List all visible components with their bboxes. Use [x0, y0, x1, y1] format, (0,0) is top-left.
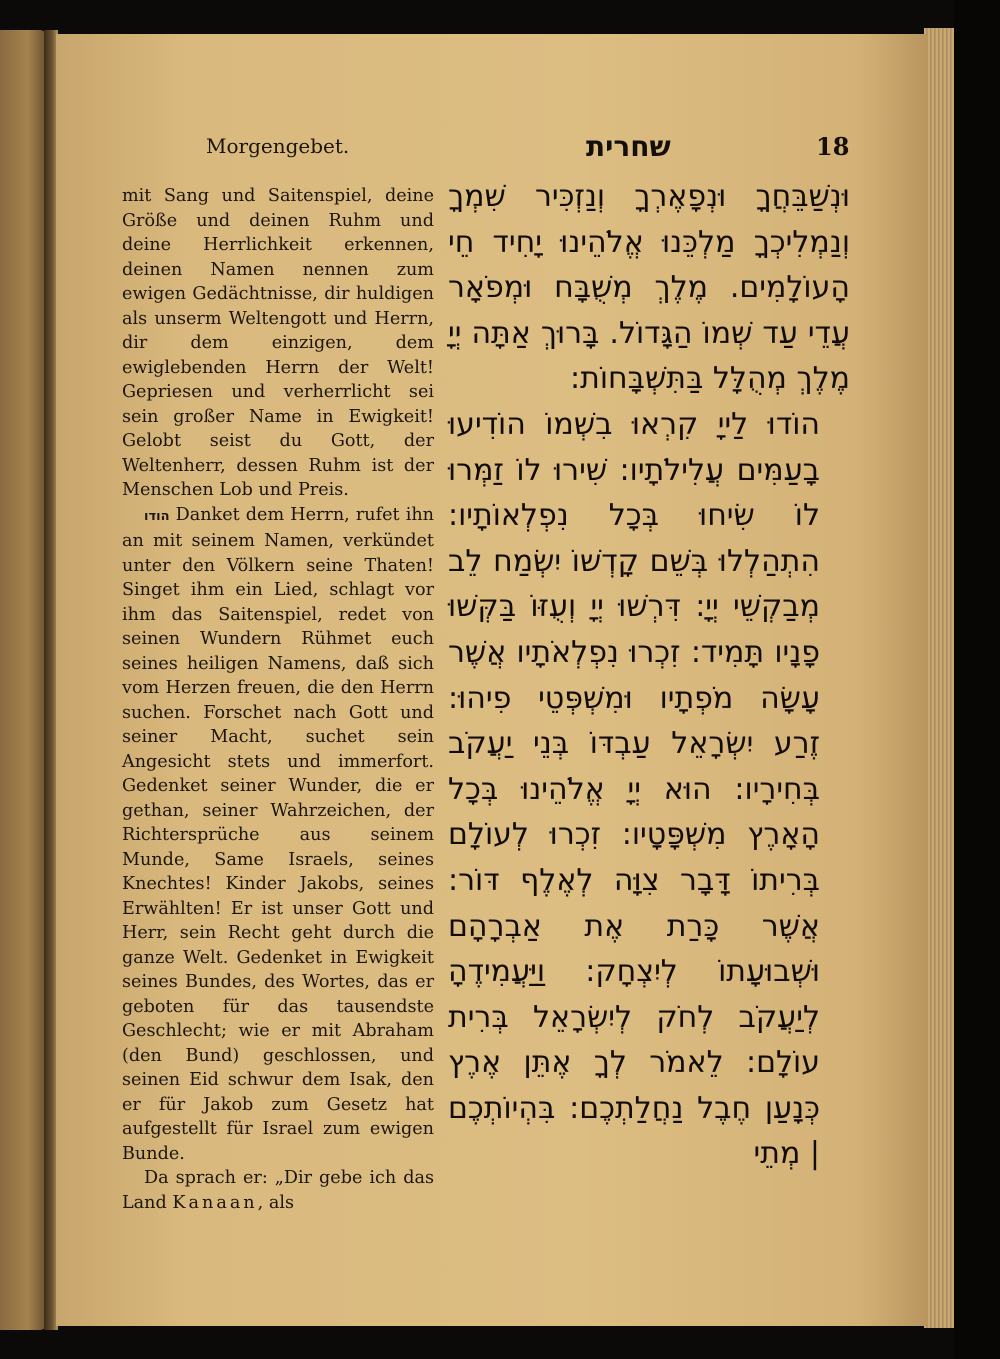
german-paragraph-3-end: , als — [257, 1192, 294, 1213]
dark-background — [954, 0, 1000, 1359]
german-paragraph-2 — [122, 503, 434, 1167]
hebrew-paragraph-2: הוֹדוּ לַייָ קִרְאוּ בִשְׁמוֹ הוֹדִיעוּ בָעַמִּים עֲלִילֹתָיו: שִׁירוּ לוֹ זַמְּרוּ לוֹ שִׂיחוּ בְּכָל נִפְלְאוֹתָיו: הִתְהַלְלוּ בְּשֵׁם קָדְשׁוֹ יִשְׂמַח לֵב מְבַקְשֵׁי יְיָ: דִּרְשׁוּ יְיָ וְעֻזּוֹ בַּקְּשׁוּ פָנָיו תָּמִיד: זִכְרוּ נִפְלְאֹתָיו אֲשֶׁר עָשָׂה מֹפְתָיו וּמִשְׁפְּטֵי פִיהוּ: זֶרַע יִשְׂרָאֵל עַבְדּוֹ בְּנֵי יַעֲקֹב בְּחִירָיו: הוּא יְיָ אֱלֹהֵינוּ בְּכָל הָאָרֶץ מִשְׁפָּטָיו: זִכְרוּ לְעוֹלָם בְּרִיתוֹ דָּבָר צִוָּה לְאֶלֶף דּוֹר: אֲשֶׁר כָּרַת אֶת אַבְרָהָם וּשְׁבוּעָתוֹ לְיִצְחָק: וַיַּעֲמִידֶהָ לְיַעֲקֹב לְחֹק לְיִשְׂרָאֵל בְּרִית עוֹלָם: לֵאמֹר לְךָ אֶתֵּן אֶרֶץ כְּנָעַן חֶבֶל נַחֲלַתְכֶם: בִּהְיוֹתְכֶם | מְתֵי — [448, 406, 820, 1172]
header-title-german: Morgengebet. — [206, 134, 350, 158]
hebrew-text-column — [448, 174, 850, 1177]
german-spaced-word: Kanaan — [172, 1192, 258, 1213]
page-number: 18 — [816, 132, 850, 161]
hebrew-paragraph-1: וּנְשַׁבֵּחֲךָ וּנְפָאֶרְךָ וְנַזְכִּיר שִׁמְךָ וְנַמְלִיכְךָ מַלְכֵּנוּ אֱלֹהֵינוּ יָחִיד חֵי הָעוֹלָמִים. מֶלֶךְ מְשֻׁבָּח וּמְפֹאָר עֲדֵי עַד שְׁמוֹ הַגָּדוֹל. בָּרוּךְ אַתָּה יְיָ מֶלֶךְ מְהֻלָּל בַּתִּשְׁבָּחוֹת: — [448, 179, 850, 397]
running-header — [56, 130, 928, 168]
german-paragraph-2-text: Danket dem Herrn, rufet ihn an mit seinem Namen, verkündet unter den Völkern seine Thaten! Singet ihm ein Lied, schlagt vor ihm das Saitenspiel, redet von seinen Wundern Rühmet euch seines heiligen Namens, daß sich vom Herzen freuen, die den Herrn suchen. Forschet nach Gott und seiner Macht, suchet sein Angesicht stets und immerfort. Gedenket seiner Wunder, die er gethan, seiner Wahrzeichen, der Richtersprüche aus seinem Munde, Same Israels, seines Knechtes! Kinder Jakobs, seines Erwählten! Er ist unser Gott und Herr, sein Recht geht durch die ganze Welt. Gedenket in Ewigkeit seines Bundes, des Wortes, das er geboten für das tausendste Geschlecht; wie er mit Abraham (den Bund) geschlossen, und seinen Eid schwur dem Isak, den er für Jakob zum Gesetz hat aufgestellt für Israel zum ewigen Bunde. — [122, 504, 434, 1164]
book-page — [56, 34, 928, 1326]
hebrew-catchword: הודו — [144, 508, 170, 524]
german-paragraph-1: mit Sang und Saitenspiel, deine Größe und deinen Ruhm und deine Herrlichkeit erkennen, deinen Namen nennen zum ewigen Gedächtnisse, dir huldigen als unserm Weltengott und Herrn, dir dem einzigen, dem ewiglebenden Herrn der Welt! Gepriesen und verherrlicht sei sein großer Name in Ewigkeit! Gelobt seist du Gott, der Weltenherr, dessen Ruhm ist der Menschen Lob und Preis. — [122, 186, 434, 500]
german-translation-column — [122, 184, 434, 1215]
header-title-hebrew: שחרית — [586, 130, 671, 163]
german-paragraph-3 — [122, 1166, 434, 1215]
left-page-edge — [0, 30, 46, 1330]
german-paragraph-3-start: Da sprach er: „Dir gebe ich das Land — [122, 1168, 434, 1213]
page-stack-edge — [924, 28, 956, 1328]
